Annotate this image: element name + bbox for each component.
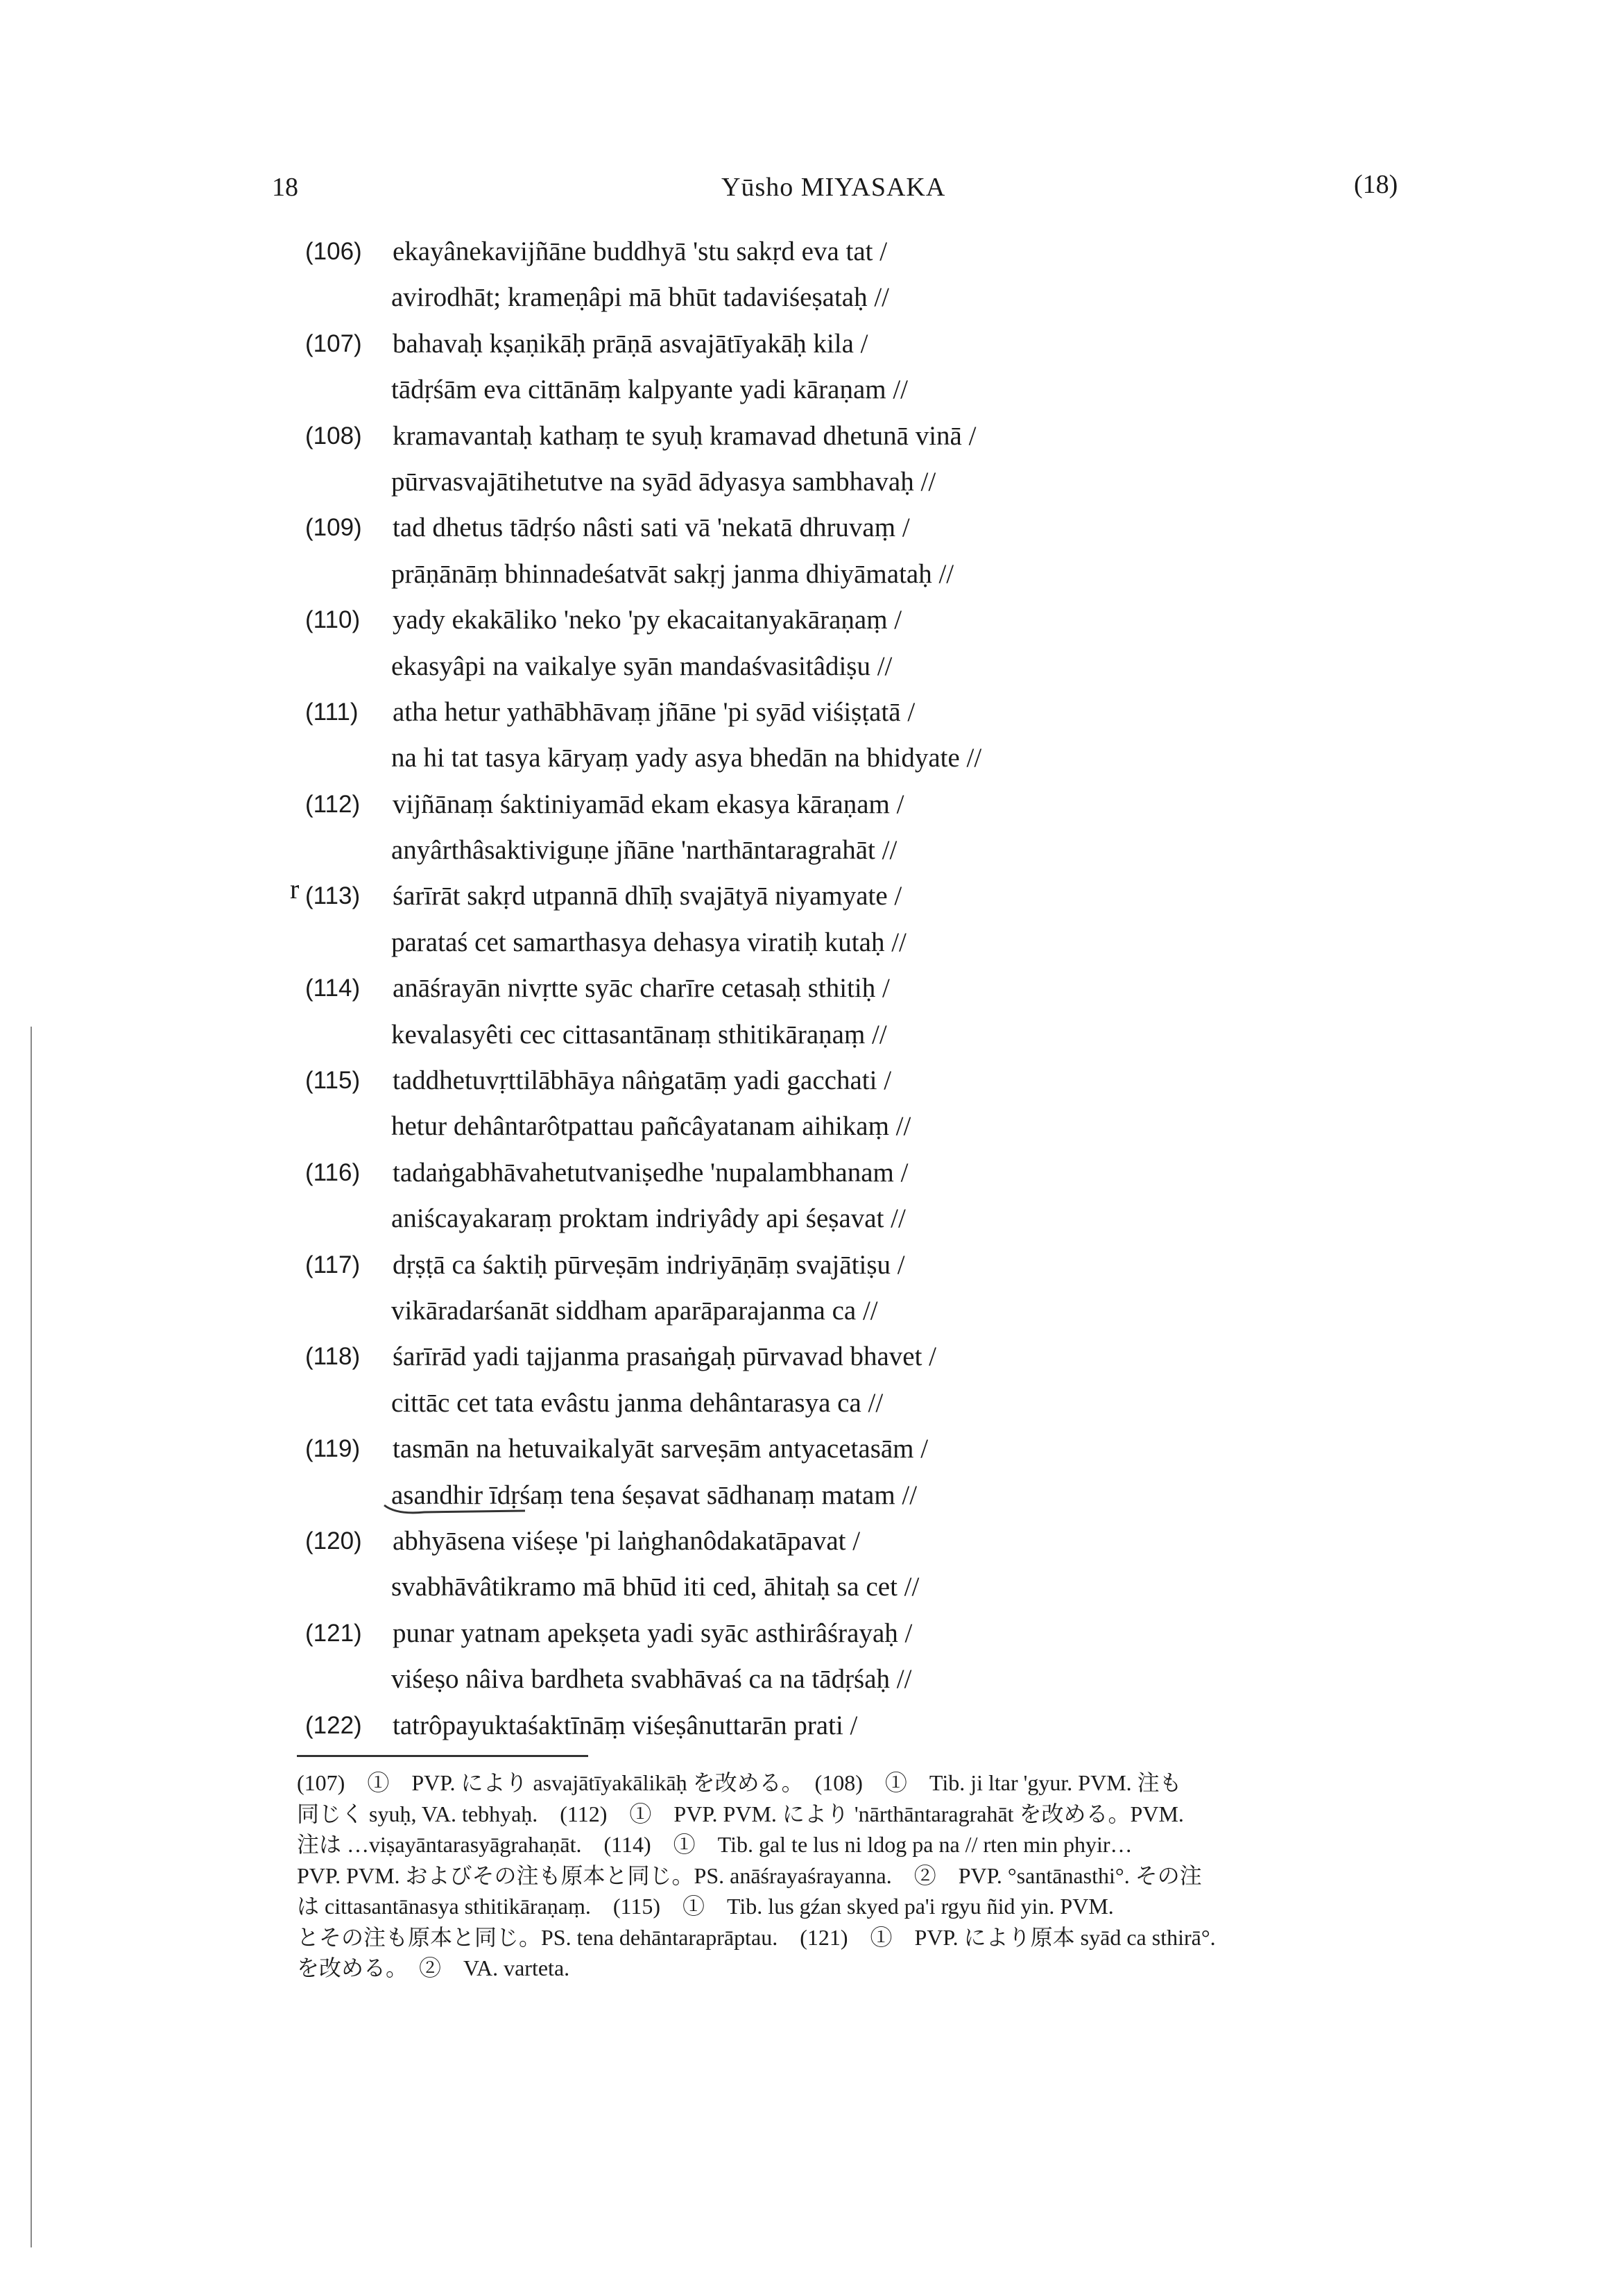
- verse-117-line-2: [305, 1288, 1450, 1334]
- verse-line-text: dṛṣṭā ca śaktiḥ pūrveṣām indriyāṇāṃ svajātiṣu /: [393, 1249, 905, 1280]
- verse-number: (120): [305, 1527, 362, 1554]
- verse-number: (112): [305, 790, 361, 818]
- verse-line-text: śarīrāt sakṛd utpannā dhīḥ svajātyā niyamyate /: [393, 881, 902, 911]
- page-number: 18: [272, 173, 298, 202]
- verse-121-line-2: [305, 1656, 1450, 1702]
- verse-110-line-2: [305, 644, 1450, 689]
- verse-number: (109): [305, 514, 362, 542]
- verse-122: [305, 1703, 1450, 1749]
- verse-number: (107): [305, 329, 362, 357]
- verse-107-line-2: [305, 367, 1450, 413]
- footnote-line: を改める。 ② VA. varteta.: [297, 1955, 570, 1980]
- verse-number: (110): [305, 606, 361, 634]
- verse-109-line-2: [305, 551, 1450, 597]
- verse-line-text: tādṛśām eva cittānāṃ kalpyante yadi kāraṇam //: [391, 375, 909, 405]
- verse-112-line-2: [305, 828, 1450, 873]
- verse-line-text: hetur dehântarôtpattau pañcâyatanam aihikaṃ //: [391, 1111, 911, 1142]
- verse-number: (115): [305, 1067, 361, 1095]
- footnotes: [297, 1767, 1469, 1984]
- verse-line-text: parataś cet samarthasya dehasya viratiḥ kutaḥ //: [391, 927, 907, 957]
- verse-109: [305, 505, 1450, 551]
- margin-mark: r: [290, 873, 300, 905]
- verse-list: [305, 229, 1450, 1749]
- page-id: (18): [1354, 170, 1398, 199]
- verse-113-line-2: [305, 920, 1450, 966]
- verse-line-text: avirodhāt; krameṇâpi mā bhūt tadaviśeṣataḥ //: [391, 282, 890, 313]
- verse-114: [305, 966, 1450, 1011]
- verse-120-line-2: [305, 1564, 1450, 1610]
- verse-line-text: ekasyâpi na vaikalye syān mandaśvasitâdiṣu //: [391, 651, 893, 681]
- verse-108: [305, 413, 1450, 459]
- verse-119: [305, 1426, 1450, 1472]
- verse-116-line-2: [305, 1196, 1450, 1242]
- verse-number: (119): [305, 1435, 361, 1463]
- verse-line-text: vijñānaṃ śaktiniyamād ekam ekasya kāraṇam /: [393, 789, 904, 819]
- verse-line-text: na hi tat tasya kāryaṃ yady asya bhedān na bhidyate //: [391, 743, 982, 773]
- verse-line-text: svabhāvâtikramo mā bhūd iti ced, āhitaḥ sa cet //: [391, 1572, 920, 1602]
- verse-120: [305, 1518, 1450, 1564]
- verse-110: [305, 597, 1450, 643]
- verse-line-text: asandhir īdṛśaṃ tena śeṣavat sādhanaṃ matam //: [391, 1480, 918, 1510]
- verse-line-text: tatrôpayuktaśaktīnāṃ viśeṣânuttarān prati /: [393, 1710, 858, 1740]
- verse-117: [305, 1242, 1450, 1288]
- verse-106-line-2: [305, 275, 1450, 320]
- verse-118-line-2: [305, 1380, 1450, 1426]
- verse-line-text: tad dhetus tādṛśo nâsti sati vā 'nekatā dhruvaṃ /: [393, 513, 910, 543]
- verse-106: [305, 229, 1450, 275]
- footnote-line: PVP. PVM. およびその注も原本と同じ。PS. anāśrayaśrayanna. ② PVP. °santānasthi°. その注: [297, 1862, 1202, 1888]
- verse-line-text: atha hetur yathābhāvaṃ jñāne 'pi syād viśiṣṭatā /: [393, 696, 916, 727]
- verse-108-line-2: [305, 459, 1450, 505]
- verse-line-text: yady ekakāliko 'neko 'py ekacaitanyakāraṇaṃ /: [393, 605, 902, 635]
- verse-118: [305, 1334, 1450, 1380]
- verse-number: (108): [305, 422, 362, 449]
- verse-line-text: pūrvasvajātihetutve na syād ādyasya sambhavaḥ //: [391, 466, 936, 497]
- footnote-line: 同じく syuḥ, VA. tebhyaḥ. (112) ① PVP. PVM. により 'nārthāntaragrahāt を改める。PVM.: [297, 1801, 1184, 1826]
- verse-number: (122): [305, 1711, 362, 1739]
- verse-number: (106): [305, 238, 362, 265]
- verse-line-text: viśeṣo nâiva bardheta svabhāvaś ca na tādṛśaḥ //: [391, 1664, 912, 1695]
- verse-line-text: bahavaḥ kṣaṇikāḥ prāṇā asvajātīyakāḥ kila /: [393, 328, 868, 359]
- verse-number: (114): [305, 975, 361, 1002]
- verse-line-text: śarīrād yadi tajjanma prasaṅgaḥ pūrvavad bhavet /: [393, 1342, 937, 1372]
- verse-number: (113): [305, 882, 361, 910]
- verse-line-text: taddhetuvṛttilābhāya nâṅgatāṃ yadi gacchati /: [393, 1065, 892, 1096]
- verse-line-text: tasmān na hetuvaikalyāt sarveṣām antyacetasām /: [393, 1434, 929, 1464]
- verse-line-text: punar yatnam apekṣeta yadi syāc asthirâśrayaḥ /: [393, 1618, 913, 1648]
- footnote-line: は cittasantānasya sthitikāraṇaṃ. (115) ① Tib. lus gźan skyed pa'i rgyu ñid yin. PVM.: [297, 1894, 1114, 1919]
- verse-line-text: aniścayakaraṃ proktam indriyâdy api śeṣavat //: [391, 1203, 906, 1234]
- verse-line-text: anāśrayān nivṛtte syāc charīre cetasaḥ sthitiḥ /: [393, 973, 890, 1004]
- verse-113: [305, 873, 1450, 919]
- verse-number: (117): [305, 1251, 361, 1278]
- verse-number: (111): [305, 698, 359, 726]
- verse-114-line-2: [305, 1012, 1450, 1058]
- footnote-rule: [297, 1755, 588, 1757]
- verse-line-text: tadaṅgabhāvahetutvaniṣedhe 'nupalambhanam /: [393, 1157, 909, 1188]
- verse-line-text: anyârthâsaktiviguṇe jñāne 'narthāntaragrahāt //: [391, 835, 898, 866]
- verse-line-text: vikāradarśanāt siddham aparāparajanma ca //: [391, 1295, 878, 1326]
- running-head: Yūsho MIYASAKA: [721, 173, 946, 202]
- verse-number: (118): [305, 1343, 361, 1371]
- scan-edge-line: [31, 1027, 32, 2247]
- verse-111-line-2: [305, 735, 1450, 781]
- verse-line-text: prāṇānāṃ bhinnadeśatvāt sakṛj janma dhiyāmataḥ //: [391, 558, 954, 589]
- verse-line-text: abhyāsena viśeṣe 'pi laṅghanôdakatāpavat /: [393, 1525, 861, 1556]
- verse-107: [305, 321, 1450, 367]
- footnote-line: とその注も原本と同じ。PS. tena dehāntaraprāptau. (121) ① PVP. により原本 syād ca sthirā°.: [297, 1924, 1216, 1950]
- verse-line-text: kevalasyêti cec cittasantānaṃ sthitikāraṇaṃ //: [391, 1019, 887, 1050]
- verse-112: [305, 782, 1450, 828]
- verse-111: [305, 689, 1450, 735]
- footnote-line: 注は …viṣayāntarasyāgrahaṇāt. (114) ① Tib. gal te lus ni ldog pa na // rten min phyir…: [297, 1832, 1133, 1857]
- verse-121: [305, 1611, 1450, 1656]
- verse-number: (116): [305, 1158, 361, 1186]
- verse-115-line-2: [305, 1104, 1450, 1149]
- footnote-line: (107) ① PVP. により asvajātīyakālikāḥ を改める。 (108) ① Tib. ji ltar 'gyur. PVM. 注も: [297, 1770, 1182, 1795]
- verse-number: (121): [305, 1619, 362, 1647]
- verse-116: [305, 1150, 1450, 1196]
- handwritten-underline: [383, 1502, 529, 1516]
- verse-line-text: kramavantaḥ kathaṃ te syuḥ kramavad dhetunā vinā /: [393, 420, 977, 451]
- verse-line-text: ekayânekavijñāne buddhyā 'stu sakṛd eva tat /: [393, 237, 888, 266]
- verse-line-text: cittāc cet tata evâstu janma dehântarasya ca //: [391, 1387, 884, 1418]
- verse-115: [305, 1058, 1450, 1104]
